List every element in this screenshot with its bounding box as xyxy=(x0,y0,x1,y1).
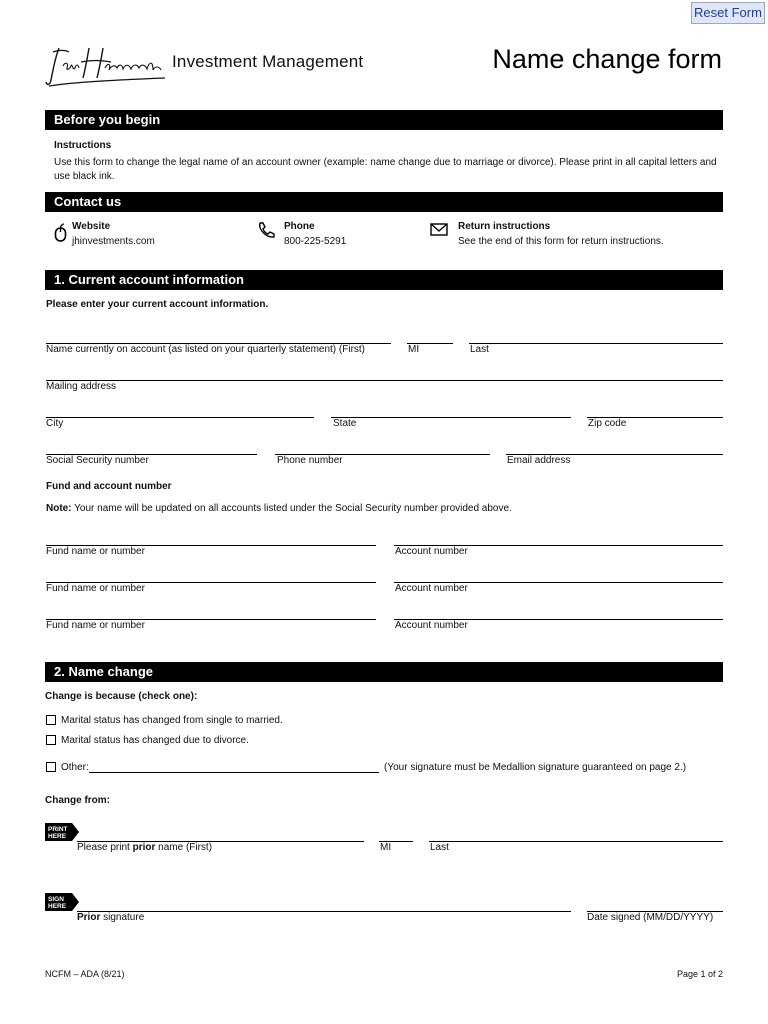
sign-here-tag-line-2: HERE xyxy=(48,903,67,910)
fund-1-label: Fund name or number xyxy=(46,546,145,557)
account-1-label: Account number xyxy=(395,546,468,557)
fund-2-input[interactable] xyxy=(46,565,376,581)
divorce-label: Marital status has changed due to divorce. xyxy=(61,735,249,746)
other-reason-input[interactable] xyxy=(89,756,379,772)
zip-label: Zip code xyxy=(588,418,627,429)
return-label: Return instructions xyxy=(458,221,551,232)
phone-label: Phone xyxy=(284,221,315,232)
ssn-input[interactable] xyxy=(46,437,257,453)
state-input[interactable] xyxy=(331,400,571,416)
logo-text: Investment Management xyxy=(172,52,364,71)
prior-first-name-input[interactable] xyxy=(77,825,364,841)
account-3-input[interactable] xyxy=(394,602,723,618)
current-mi-label: MI xyxy=(408,344,420,355)
instructions-body: Use this form to change the legal name of an account owner (example: name change due to marriage or divorce). Please print in all capital letters and use black ink. xyxy=(54,157,717,182)
account-2-label: Account number xyxy=(395,583,468,594)
page-number: Page 1 of 2 xyxy=(676,969,723,979)
prior-first-name-label: Please print prior name (First) xyxy=(77,842,213,853)
date-signed-input[interactable] xyxy=(587,895,723,911)
email-label: Email address xyxy=(507,455,571,466)
account-2-input[interactable] xyxy=(394,565,723,581)
section-before-you-begin: Before you begin xyxy=(45,110,723,130)
fund-3-label: Fund name or number xyxy=(46,620,145,631)
other-label: Other: xyxy=(61,762,89,773)
website-value[interactable]: jhinvestments.com xyxy=(72,236,155,247)
section-name-change: 2. Name change xyxy=(45,662,723,682)
mailing-address-input[interactable] xyxy=(46,363,723,379)
current-first-name-label: Name currently on account (as listed on your quarterly statement) (First) xyxy=(46,344,366,355)
prior-last-name-input[interactable] xyxy=(429,825,723,841)
return-value: See the end of this form for return instructions. xyxy=(458,236,664,247)
page-title: Name change form xyxy=(492,44,722,74)
account-3-label: Account number xyxy=(395,620,468,631)
zip-input[interactable] xyxy=(587,400,723,416)
envelope-icon xyxy=(430,223,448,236)
fund-1-input[interactable] xyxy=(46,528,376,544)
current-first-name-input[interactable] xyxy=(46,326,391,342)
married-checkbox[interactable] xyxy=(46,715,56,725)
email-input[interactable] xyxy=(506,437,723,453)
print-here-tag-line-2: HERE xyxy=(48,833,67,840)
fund-2-label: Fund name or number xyxy=(46,583,145,594)
phone-icon xyxy=(257,221,275,239)
other-note: (Your signature must be Medallion signature guaranteed on page 2.) xyxy=(384,762,687,773)
date-signed-label: Date signed (MM/DD/YYYY) xyxy=(587,912,714,923)
reason-heading: Change is because (check one): xyxy=(45,691,198,702)
form-code: NCFM – ADA (8/21) xyxy=(45,969,125,979)
fund-note: Note: Your name will be updated on all accounts listed under the Social Security number provided above. xyxy=(46,503,512,514)
prior-mi-label: MI xyxy=(380,842,392,853)
website-label: Website xyxy=(72,221,111,232)
section-current-account: 1. Current account information xyxy=(45,270,723,290)
print-here-tag-line-1: PRINT xyxy=(48,826,68,833)
phone-number-label: Phone number xyxy=(277,455,343,466)
sign-here-tag xyxy=(45,893,79,911)
prior-mi-input[interactable] xyxy=(379,825,413,841)
current-intro: Please enter your current account information. xyxy=(46,299,269,310)
mailing-address-label: Mailing address xyxy=(46,381,117,392)
ssn-label: Social Security number xyxy=(46,455,149,466)
print-here-tag xyxy=(45,823,79,841)
change-from-heading: Change from: xyxy=(45,795,110,806)
mouse-icon xyxy=(54,223,67,242)
reset-form-button[interactable]: Reset Form xyxy=(691,2,765,24)
john-hancock-signature-logo xyxy=(45,42,167,90)
sign-here-tag-line-1: SIGN xyxy=(48,896,64,903)
current-last-name-label: Last xyxy=(470,344,489,355)
prior-signature-label: Prior signature xyxy=(77,912,145,923)
married-label: Marital status has changed from single to married. xyxy=(61,715,283,726)
fund-3-input[interactable] xyxy=(46,602,376,618)
city-label: City xyxy=(46,418,64,429)
account-1-input[interactable] xyxy=(394,528,723,544)
phone-value: 800-225-5291 xyxy=(284,236,347,247)
state-label: State xyxy=(333,418,357,429)
other-checkbox[interactable] xyxy=(46,762,56,772)
instructions-heading: Instructions xyxy=(54,140,112,151)
fund-heading: Fund and account number xyxy=(46,481,172,492)
phone-number-input[interactable] xyxy=(275,437,490,453)
current-last-name-input[interactable] xyxy=(469,326,723,342)
prior-last-name-label: Last xyxy=(430,842,449,853)
current-mi-input[interactable] xyxy=(407,326,453,342)
city-input[interactable] xyxy=(46,400,314,416)
section-contact-us: Contact us xyxy=(45,192,723,212)
divorce-checkbox[interactable] xyxy=(46,735,56,745)
prior-signature-input[interactable] xyxy=(77,895,571,911)
